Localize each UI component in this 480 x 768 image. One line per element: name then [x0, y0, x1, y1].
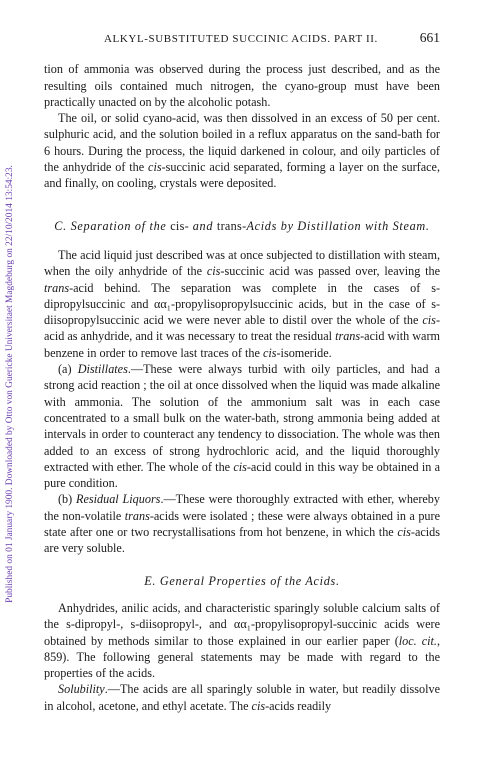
page-number: 661 [419, 30, 440, 45]
paragraph-continued: tion of ammonia was observed during the process just described, and as the resulting oils contained much nitrogen, the cyano-group must have been practically unacted on by the alcoholic potash. [44, 62, 440, 109]
paragraph-residual-liquors: (b) Residual Liquors.—These were thoroughly extracted with ether, whereby the non-volatile trans-acids were isolated ; these were always obtained in a pure state after one or two recrystallisations from hot benzene, in which the cis-acids are very soluble. [44, 492, 440, 556]
section-heading-c: C. Separation of the cis- and trans-Acids by Distillation with Steam. [54, 218, 430, 233]
paragraph-solubility: Solubility.—The acids are all sparingly soluble in water, but readily dissolve in alcohol, acetone, and ethyl acetate. The cis-acids readily [44, 682, 440, 713]
paragraph-general-properties: Anhydrides, anilic acids, and characteristic sparingly soluble calcium salts of the s-dipropyl-, s-diisopropyl-, and αα₁-propylisopropyl-succinic acids were obtained by methods similar to those explained in our earlier paper (loc. cit., 859). The following general statements may be made with regard to the properties of the acids. [44, 600, 440, 681]
section-heading-e: E. General Properties of the Acids. [144, 573, 340, 588]
download-watermark-text: Published on 01 January 1900. Downloaded by Otto von Guericke Universitaet Magdeburg on 22/10/2014 13:54:23. [5, 165, 15, 603]
paragraph-cyano-acid: The oil, or solid cyano-acid, was then dissolved in an excess of 50 per cent. sulphuric acid, and the solution boiled in a reflux apparatus on the sand-bath for 6 hours. During the process, the liquid darkened in colour, and oily particles of the anhydride of the cis-succinic acid separated, forming a layer on the surface, and finally, on cooling, crystals were deposited. [44, 111, 440, 191]
running-header [44, 30, 440, 47]
download-watermark [0, 0, 20, 768]
paragraph-steam-distillation: The acid liquid just described was at once subjected to distillation with steam, when the oily anhydride of the cis-succinic acid was passed over, leaving the trans-acid behind. The separation was complete in the cases of s-dipropylsuccinic and αα₁-propylisopropylsuccinic acids, but in the case of s-diisopropylsuccinic acid we were never able to distil over the whole of the cis- acid as anhydride, and it was necessary to treat the residual trans-acid with warm benzene in order to remove last traces of the cis-isomeride. [44, 247, 440, 360]
page-body [44, 30, 440, 714]
paragraph-distillates: (a) Distillates.—These were always turbid with oily particles, and had a strong acid reaction ; the oil at once dissolved when the liquid was made alkaline with ammonia. The solution of the ammonium salt was in each case concentrated to a small bulk on the water-bath, strong ammonia being added at intervals in order to counteract any tendency to dissociation. The whole was then added to an excess of strong hydrochloric acid, and the liquid thoroughly extracted with ether. The whole of the cis-acid could in this way be obtained in a pure condition. [44, 362, 441, 491]
running-title: ALKYL-SUBSTITUTED SUCCINIC ACIDS. PART II. [104, 33, 378, 45]
